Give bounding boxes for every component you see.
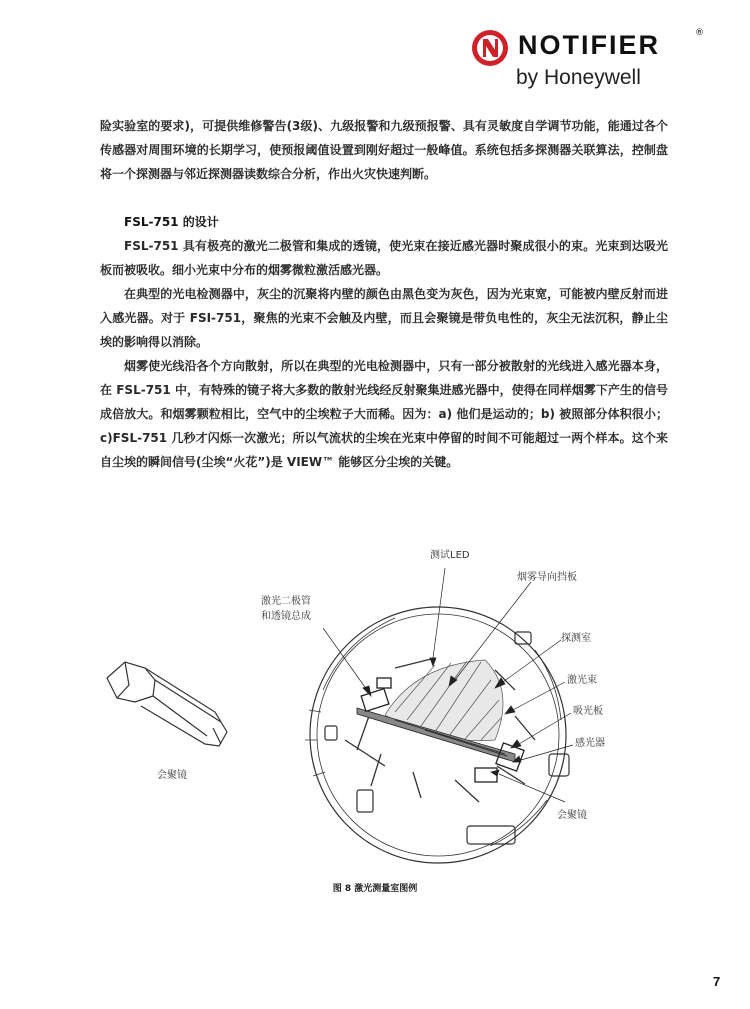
label-laser-beam: 激光束: [567, 675, 597, 686]
label-converging-mirror: 会聚镜: [557, 810, 587, 821]
section-heading: FSL-751 的设计: [124, 215, 219, 229]
label-photo-sensor: 感光器: [575, 738, 605, 749]
label-test-led: 测试LED: [430, 550, 470, 561]
registered-mark: ®: [695, 28, 704, 38]
section-paragraph-3: 烟雾使光线沿各个方向散射，所以在典型的光电检测器中，只有一部分被散射的光线进入感光器本身，在 FSL-751 中，有特殊的镜子将大多数的散射光线经反射聚集进感光器中，使得在同样烟雾下产生的信号成倍放大。和烟雾颗粒相比，空气中的尘埃粒子大而稀。因为：a) 他们是运动的；b) 被照部分体积很小；c)FSL-751 几秒才闪烁一次激光；所以气流状的尘埃在光束中停留的时间不可能超过一两个样本。这个来自尘埃的瞬间信号(尘埃“火花”)是 VIEW™ 能够区分尘埃的关键。: [100, 359, 668, 469]
label-detection-chamber: 探测室: [561, 633, 591, 644]
brand-byline: by Honeywell: [516, 66, 641, 89]
detection-chamber: [385, 660, 503, 741]
converging-mirror-side-drawing: [107, 662, 227, 746]
label-laser-diode-1: 激光二极管: [261, 596, 311, 607]
label-laser-diode-2: 和透镜总成: [261, 611, 311, 622]
notifier-logo-icon: [470, 28, 510, 68]
intro-block: [100, 114, 668, 186]
chamber-diagram: [95, 540, 655, 880]
notifier-logo: [470, 26, 720, 96]
design-section: [100, 210, 668, 474]
laser-chamber-figure: [95, 540, 655, 880]
page-number: 7: [713, 974, 721, 989]
figure-caption: 图 8 激光测量室图例: [332, 884, 418, 894]
brand-name: NOTIFIER: [518, 30, 660, 60]
section-paragraph-2: 在典型的光电检测器中，灰尘的沉聚将内壁的颜色由黑色变为灰色，因为光束宽，可能被内壁反射而进入感光器。对于 FSI-751，聚焦的光束不会触及内壁，而且会聚镜是带负电性的，灰尘无法沉积，静止尘埃的影响得以消除。: [100, 287, 668, 349]
label-converging-mirror-left: 会聚镜: [157, 770, 187, 781]
label-absorber-plate: 吸光板: [573, 706, 603, 717]
label-smoke-baffle: 烟雾导向挡板: [517, 572, 577, 583]
intro-paragraph: 险实验室的要求)，可提供维修警告(3级)、九级报警和九级预报警、具有灵敏度自学调节功能，能通过各个传感器对周围环境的长期学习，使预报阈值设置到刚好超过一般峰值。系统包括多探测器关联算法，控制盘将一个探测器与邻近探测器读数综合分析，作出火灾快速判断。: [100, 119, 668, 181]
section-paragraph-1: FSL-751 具有极亮的激光二极管和集成的透镜，使光束在接近感光器时聚成很小的束。光束到达吸光板而被吸收。细小光束中分布的烟雾微粒激活感光器。: [100, 239, 668, 277]
